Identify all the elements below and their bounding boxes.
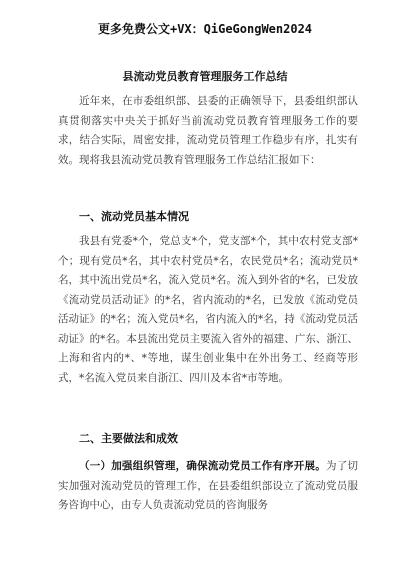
document-title: 县流动党员教育管理服务工作总结 bbox=[122, 70, 288, 83]
subsection-1-heading: （一）加强组织管理，确保流动党员工作有序开展。 bbox=[79, 460, 327, 472]
section-1-heading: 一、流动党员基本情况 bbox=[79, 210, 189, 223]
header-banner: 更多免费公文+VX：QiGeGongWen2024 bbox=[97, 22, 313, 36]
intro-paragraph: 近年来，在市委组织部、县委的正确领导下，县委组织部认真贯彻落实中央关于抓好当前流动党员教育管理服务工作的要求，结合实际，周密安排，流动党员管理工作稳步有序，扎实有效。现将我县流动党员教育管理服务工作总结汇报如下： bbox=[58, 95, 358, 166]
section-2-heading: 二、主要做法和成效 bbox=[79, 432, 178, 445]
section-1-paragraph: 我县有党委*个，党总支*个，党支部*个，其中农村党支部*个；现有党员*名，其中农村党员*名，农民党员*名；流动党员*名，其中流出党员*名，流入党员*名。流入到外省的*名，已发放《流动党员活动证》的*名，省内流动的*名，已发放《流动党员活动证》的*名；流入党员*名，省内流入的*名，持《流动党员活动证》的*名。本县流出党员主要流入省外的福建、广东、浙江、上海和省内的*、*等地，谋生创业集中在外出务工、经商等形式，*名流入党员来自浙江、四川及本省*市等地。 bbox=[58, 235, 358, 384]
subsection-1-paragraph bbox=[58, 457, 358, 516]
subsection-1-body: 为了切实加强对流动党员的管理工作，在县委组织部设立了流动党员服务咨询中心，由专人负责流动党员的咨询服务 bbox=[58, 460, 359, 511]
